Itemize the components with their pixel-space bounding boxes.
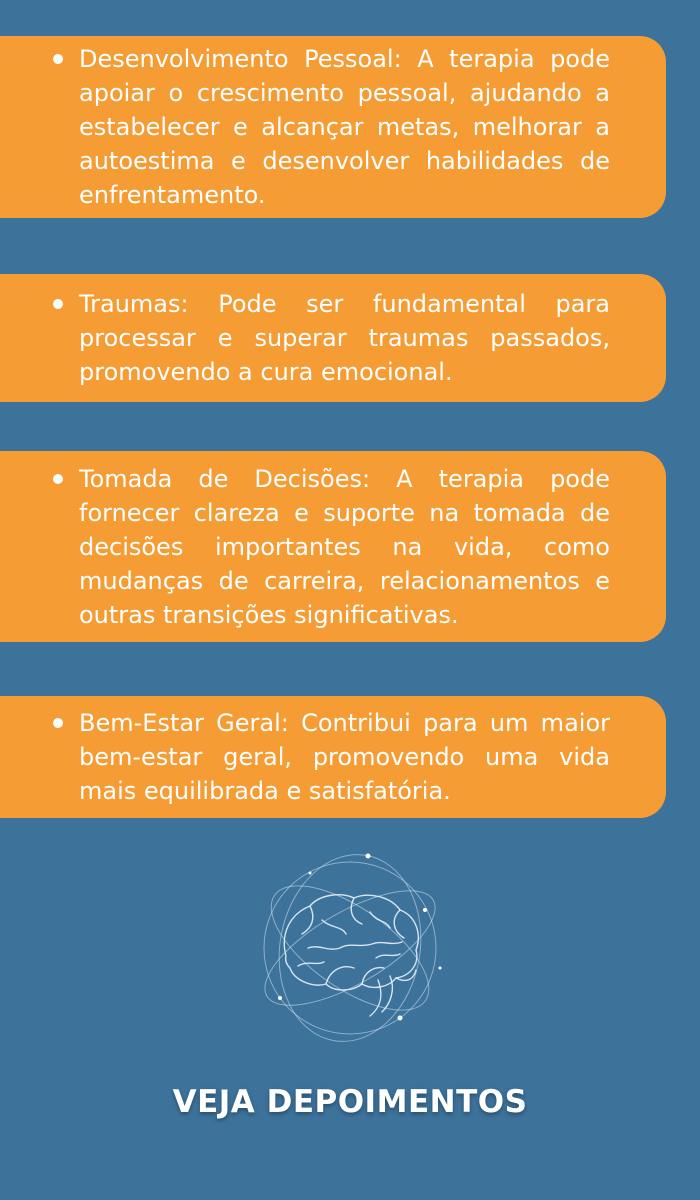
benefit-card-decision-making [0,451,666,642]
benefit-text: Tomada de Decisões: A terapia pode fornecer clareza e suporte na tomada de decisões importantes na vida, como mudanças de carreira, relacionamentos e outras transições significativas. [79,464,610,629]
brain-orbit-icon [250,848,450,1048]
bullet-icon [53,474,63,484]
bullet-icon [53,299,63,309]
benefit-card-personal-development [0,36,666,218]
bullet-icon [53,54,63,64]
benefit-text: Desenvolvimento Pessoal: A terapia pode apoiar o crescimento pessoal, ajudando a estabelecer e alcançar metas, melhorar a autoestima e desenvolver habilidades de enfrentamento. [79,45,610,209]
benefit-text: Bem-Estar Geral: Contribui para um maior bem-estar geral, promovendo uma vida mais equilibrada e satisfatória. [79,709,610,805]
see-testimonials-button[interactable]: VEJA DEPOIMENTOS [172,1084,528,1120]
bullet-icon [53,718,63,728]
benefit-card-wellbeing [0,696,666,818]
benefit-text: Traumas: Pode ser fundamental para processar e superar traumas passados, promovendo a cura emocional. [79,290,610,386]
benefit-card-traumas [0,274,666,402]
